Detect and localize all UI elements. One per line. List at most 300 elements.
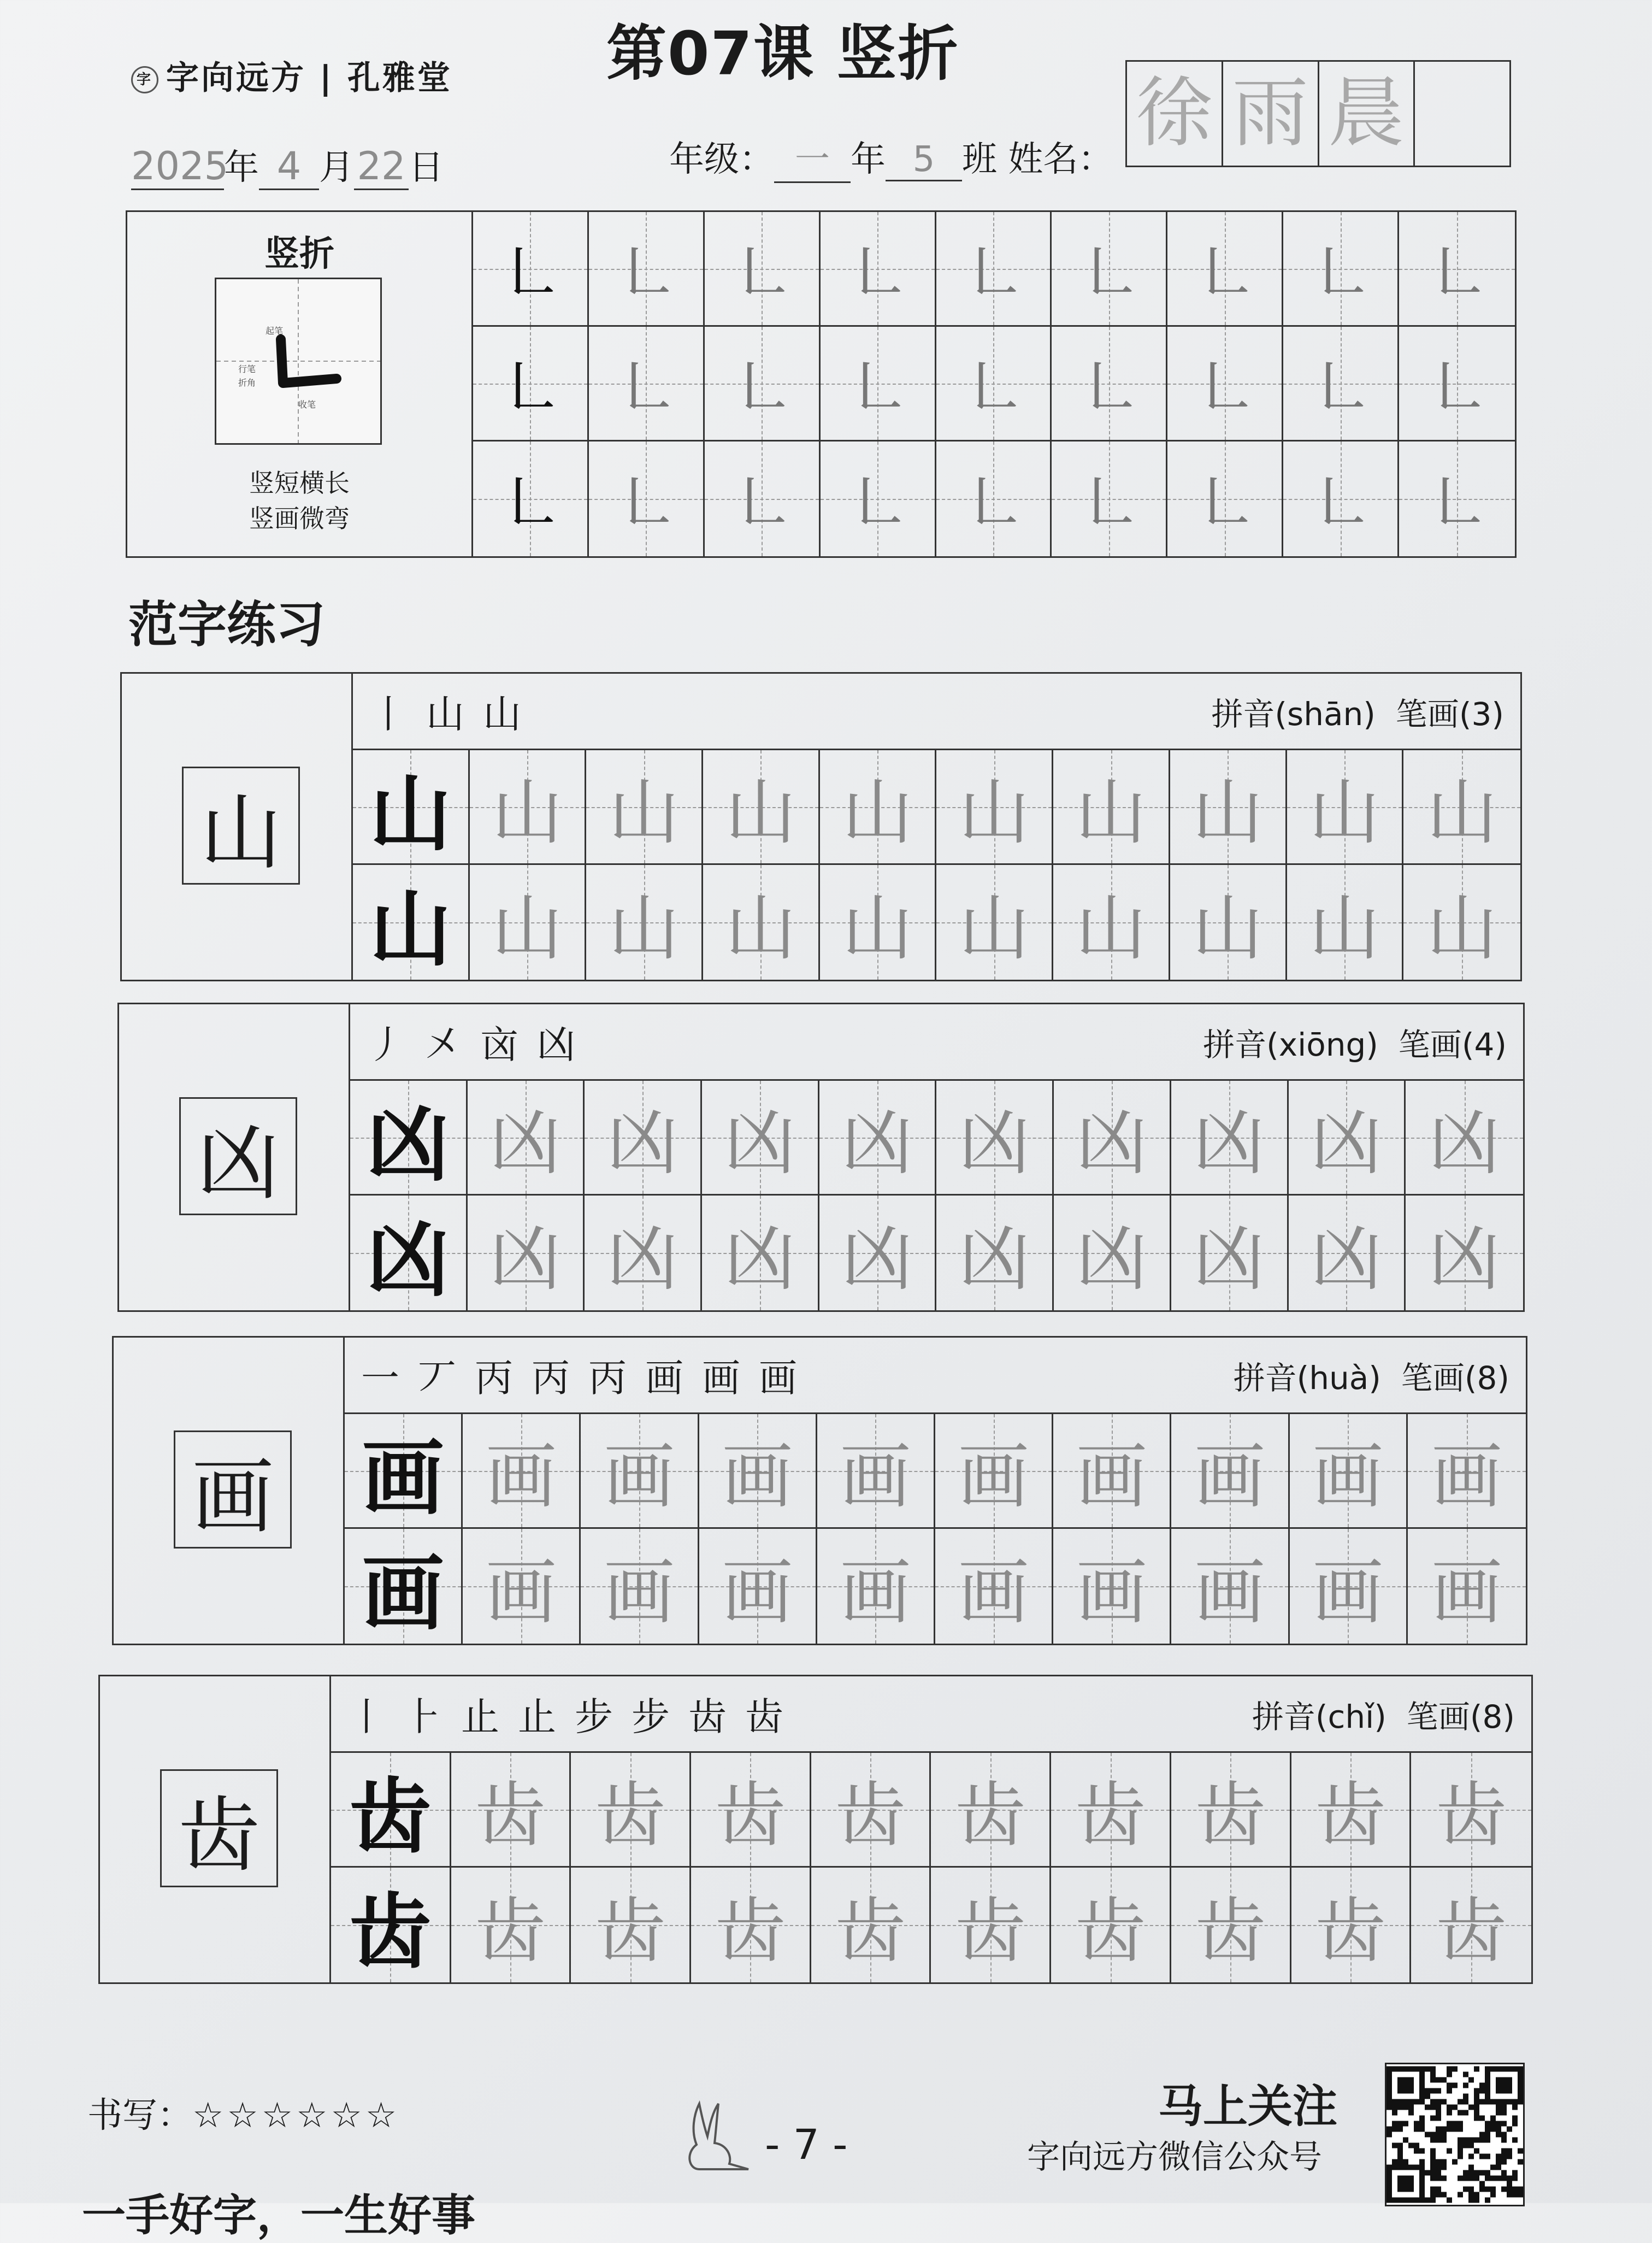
grade-label: 年级： xyxy=(669,139,774,180)
practice-cell[interactable] xyxy=(581,1414,699,1529)
handwritten-character: 凶 xyxy=(1311,1102,1382,1185)
practice-cell[interactable] xyxy=(1287,865,1404,980)
practice-cell[interactable] xyxy=(571,1868,691,1982)
stroke-practice-cell[interactable] xyxy=(821,441,936,556)
logo-text: 字向远方 | 孔雅堂 xyxy=(166,59,452,97)
stroke-glyph: ㇗ xyxy=(1424,467,1490,543)
brand-logo xyxy=(131,52,452,99)
stroke-order-step: 丿 xyxy=(367,1022,415,1067)
character-block xyxy=(117,1003,1525,1312)
stroke-glyph: ㇗ xyxy=(1307,351,1373,427)
class-suffix: 班 xyxy=(962,139,997,180)
practice-cell[interactable] xyxy=(691,1868,811,1982)
stroke-glyph: ㇗ xyxy=(1191,351,1258,427)
name-char[interactable]: 晨 xyxy=(1319,62,1415,166)
handwritten-character: 齿 xyxy=(1314,1774,1386,1857)
grade-suffix: 年 xyxy=(851,139,886,180)
stroke-practice-cell[interactable] xyxy=(705,327,821,441)
practice-cell[interactable] xyxy=(470,865,587,980)
stroke-glyph: ㇗ xyxy=(960,351,1026,427)
model-character: 齿 xyxy=(349,1768,432,1865)
practice-cell[interactable] xyxy=(1289,1196,1406,1310)
practice-cell[interactable] xyxy=(451,1868,571,1982)
practice-cell[interactable] xyxy=(353,865,470,980)
stroke-order xyxy=(369,684,540,739)
stroke-practice-cell[interactable] xyxy=(473,212,589,327)
handwritten-character: 山 xyxy=(1075,886,1147,970)
practice-cell[interactable] xyxy=(1170,750,1287,865)
handwritten-character: 画 xyxy=(1312,1435,1384,1518)
stroke-order-step: 丙 xyxy=(475,1356,523,1400)
follow-title: 马上关注 xyxy=(1158,2081,1338,2133)
practice-cell[interactable] xyxy=(699,1529,817,1644)
stroke-practice-cell[interactable] xyxy=(589,212,705,327)
practice-cell[interactable] xyxy=(1411,1868,1531,1982)
practice-cell[interactable] xyxy=(1053,865,1170,980)
character-model: 画 xyxy=(174,1430,292,1549)
practice-cell[interactable] xyxy=(935,1529,1053,1644)
stroke-glyph: ㇗ xyxy=(1076,236,1142,313)
handwritten-character: 齿 xyxy=(1195,1889,1266,1973)
stroke-glyph: ㇗ xyxy=(960,467,1026,543)
practice-cell[interactable] xyxy=(1171,1196,1289,1310)
pinyin: huà xyxy=(1309,1359,1369,1397)
stroke-glyph: ㇗ xyxy=(845,351,911,427)
strokes-label: 笔画 xyxy=(1398,1026,1462,1063)
practice-cell[interactable] xyxy=(936,1081,1054,1196)
handwritten-character: 山 xyxy=(1426,771,1498,854)
stroke-glyph: ㇗ xyxy=(613,351,679,427)
stroke-practice-section xyxy=(126,210,1517,558)
stroke-order xyxy=(347,1686,802,1741)
stroke-count: 4 xyxy=(1474,1026,1495,1063)
practice-cell[interactable] xyxy=(1289,1081,1406,1196)
annotation: 折角 xyxy=(238,378,256,388)
name-char[interactable] xyxy=(1415,62,1509,166)
handwritten-character: 山 xyxy=(1308,771,1380,854)
practice-cell[interactable] xyxy=(1053,750,1170,865)
stroke-order-step: 丙 xyxy=(532,1356,580,1400)
handwritten-character: 山 xyxy=(608,886,680,970)
character-meta xyxy=(1203,1019,1507,1065)
stroke-order-step: 步 xyxy=(575,1694,623,1739)
practice-cell[interactable] xyxy=(571,1753,691,1868)
handwritten-character: 凶 xyxy=(959,1102,1030,1185)
character-block xyxy=(112,1336,1527,1645)
stroke-order-step: 画 xyxy=(759,1356,807,1400)
practice-cell[interactable] xyxy=(586,865,703,980)
stroke-glyph: ㇗ xyxy=(497,236,563,313)
stroke-practice-cell[interactable] xyxy=(589,327,705,441)
model-character: 齿 xyxy=(349,1884,432,1980)
handwritten-character: 齿 xyxy=(475,1774,546,1857)
punctuation: ( xyxy=(1461,1026,1474,1063)
handwritten-character: 画 xyxy=(1076,1435,1147,1518)
stroke-practice-cell[interactable] xyxy=(821,212,936,327)
stroke-practice-cell[interactable] xyxy=(936,441,1052,556)
stroke-glyph: ㇗ xyxy=(1191,467,1258,543)
date-row xyxy=(131,139,444,190)
practice-cell[interactable] xyxy=(1290,1529,1408,1644)
stroke-practice-cell[interactable] xyxy=(1167,327,1283,441)
handwritten-character: 画 xyxy=(1431,1435,1502,1518)
handwritten-character: 凶 xyxy=(607,1102,678,1185)
stroke-order-step: 山 xyxy=(426,692,474,737)
practice-cell[interactable] xyxy=(817,1414,935,1529)
character-meta xyxy=(1252,1691,1515,1737)
stroke-order-step: 步 xyxy=(632,1694,680,1739)
model-character: 山 xyxy=(369,881,452,978)
practice-cell[interactable] xyxy=(1053,1414,1171,1529)
character-practice-area xyxy=(353,674,1520,980)
handwritten-character: 凶 xyxy=(607,1217,678,1300)
practice-cell[interactable] xyxy=(581,1529,699,1644)
punctuation: ( xyxy=(1266,1026,1279,1063)
stroke-tip-1: 竖短横长 xyxy=(249,468,350,498)
follow-subtitle: 字向远方微信公众号 xyxy=(1027,2138,1322,2176)
practice-cell[interactable] xyxy=(699,1414,817,1529)
stroke-glyph: ㇗ xyxy=(960,236,1026,313)
practice-cell[interactable] xyxy=(1406,1081,1523,1196)
character-model: 凶 xyxy=(179,1097,297,1215)
stroke-count: 8 xyxy=(1482,1698,1503,1735)
stroke-glyph: ㇗ xyxy=(845,467,911,543)
practice-cell[interactable] xyxy=(931,1868,1051,1982)
stroke-practice-cell[interactable] xyxy=(821,327,936,441)
handwritten-character: 凶 xyxy=(1076,1102,1148,1185)
practice-cell[interactable] xyxy=(350,1081,468,1196)
stroke-practice-cell[interactable] xyxy=(1052,441,1167,556)
practice-cell[interactable] xyxy=(817,1529,935,1644)
stroke-practice-cell[interactable] xyxy=(473,441,589,556)
handwritten-character: 山 xyxy=(1075,771,1147,854)
practice-cell[interactable] xyxy=(1051,1868,1171,1982)
character-block xyxy=(120,672,1522,981)
stroke-practice-cell[interactable] xyxy=(1399,441,1515,556)
practice-cell[interactable] xyxy=(1170,865,1287,980)
stroke-tip-2: 竖画微弯 xyxy=(249,504,350,533)
practice-cell[interactable] xyxy=(1171,1414,1289,1529)
practice-cell[interactable] xyxy=(703,865,820,980)
pinyin: shān xyxy=(1287,695,1364,733)
stroke-order-step: 齿 xyxy=(688,1694,736,1739)
character-practice-area xyxy=(345,1338,1526,1644)
handwritten-character: 凶 xyxy=(1193,1102,1265,1185)
practice-cell[interactable] xyxy=(463,1529,581,1644)
stroke-practice-cell[interactable] xyxy=(1167,212,1283,327)
handwritten-character: 画 xyxy=(722,1435,793,1518)
name-box[interactable] xyxy=(1125,60,1511,167)
practice-cell[interactable] xyxy=(820,865,937,980)
stroke-glyph: ㇗ xyxy=(729,351,795,427)
logo-badge: 字 xyxy=(131,66,158,93)
practice-cell[interactable] xyxy=(345,1529,463,1644)
practice-cell[interactable] xyxy=(1053,1529,1171,1644)
practice-cell[interactable] xyxy=(1054,1196,1171,1310)
handwritten-character: 山 xyxy=(958,886,1030,970)
stroke-practice-cell[interactable] xyxy=(473,327,589,441)
handwritten-character: 凶 xyxy=(489,1102,561,1185)
character-meta xyxy=(1234,1352,1509,1398)
handwritten-character: 山 xyxy=(492,886,563,970)
stroke-glyph: ㇗ xyxy=(497,467,563,543)
stroke-glyph: ㇗ xyxy=(1191,236,1258,313)
stroke-count: 3 xyxy=(1471,695,1492,733)
stroke-practice-cell[interactable] xyxy=(1052,212,1167,327)
month-label: 月 xyxy=(319,148,354,188)
handwritten-character: 画 xyxy=(1431,1550,1502,1634)
practice-cell[interactable] xyxy=(702,1196,819,1310)
handwritten-character: 凶 xyxy=(489,1217,561,1300)
handwritten-character: 齿 xyxy=(594,1889,666,1973)
stroke-glyph: ㇗ xyxy=(1424,351,1490,427)
practice-cell[interactable] xyxy=(931,1753,1051,1868)
handwritten-character: 山 xyxy=(842,771,913,854)
character-header xyxy=(353,674,1520,750)
name-char[interactable]: 徐 xyxy=(1127,62,1223,166)
practice-cell[interactable] xyxy=(1403,750,1520,865)
handwritten-character: 齿 xyxy=(1436,1774,1507,1857)
strokes-label: 笔画 xyxy=(1406,1698,1470,1735)
handwritten-character: 画 xyxy=(840,1435,911,1518)
handwritten-character: 齿 xyxy=(835,1889,906,1973)
character-practice-grid xyxy=(345,1414,1526,1644)
character-header xyxy=(331,1676,1531,1753)
stroke-practice-cell[interactable] xyxy=(705,441,821,556)
year-label: 年 xyxy=(224,148,259,188)
pinyin-label: 拼音 xyxy=(1233,1359,1297,1397)
practice-cell[interactable] xyxy=(468,1196,585,1310)
punctuation: ) xyxy=(1366,1026,1399,1063)
stroke-order-step: 止 xyxy=(461,1694,509,1739)
practice-cell[interactable] xyxy=(811,1868,931,1982)
stroke-glyph: ㇗ xyxy=(729,467,795,543)
writing-rating xyxy=(87,2087,400,2138)
handwritten-character: 凶 xyxy=(1429,1102,1500,1185)
rating-stars[interactable]: ☆☆☆☆☆☆ xyxy=(192,2095,400,2136)
handwritten-character: 山 xyxy=(725,886,796,970)
stroke-glyph: ㇗ xyxy=(1307,236,1373,313)
practice-cell[interactable] xyxy=(936,1196,1054,1310)
practice-cell[interactable] xyxy=(936,750,1053,865)
stroke-practice-cell[interactable] xyxy=(705,212,821,327)
practice-cell[interactable] xyxy=(1051,1753,1171,1868)
character-block xyxy=(98,1675,1533,1984)
practice-cell[interactable] xyxy=(1171,1753,1291,1868)
handwritten-character: 齿 xyxy=(1195,1774,1266,1857)
stroke-practice-cell[interactable] xyxy=(589,441,705,556)
practice-cell[interactable] xyxy=(468,1081,585,1196)
pinyin-label: 拼音 xyxy=(1203,1026,1267,1063)
practice-cell[interactable] xyxy=(1171,1081,1289,1196)
punctuation: ) xyxy=(1374,1698,1407,1735)
class-row xyxy=(669,131,1113,183)
pinyin: chǐ xyxy=(1328,1698,1374,1735)
class-field[interactable]: 5 xyxy=(886,139,962,181)
handwritten-character: 凶 xyxy=(841,1217,913,1300)
stroke-practice-cell[interactable] xyxy=(936,212,1052,327)
stroke-practice-cell[interactable] xyxy=(1167,441,1283,556)
section-title: 范字练习 xyxy=(128,596,325,654)
stroke-practice-cell[interactable] xyxy=(1283,212,1399,327)
handwritten-character: 凶 xyxy=(1193,1217,1265,1300)
practice-cell[interactable] xyxy=(1290,1414,1408,1529)
stroke-order-step: 丨 xyxy=(347,1694,396,1739)
stroke-practice-cell[interactable] xyxy=(936,327,1052,441)
handwritten-character: 画 xyxy=(1312,1550,1384,1634)
practice-cell[interactable] xyxy=(936,865,1053,980)
grade-field[interactable]: 一 xyxy=(774,131,851,183)
day-label: 日 xyxy=(409,148,444,188)
practice-cell[interactable] xyxy=(585,1196,702,1310)
punctuation: ( xyxy=(1296,1359,1309,1397)
stroke-order-step: 止 xyxy=(518,1694,566,1739)
character-model-panel xyxy=(119,1004,350,1310)
practice-cell[interactable] xyxy=(820,750,937,865)
character-practice-area xyxy=(350,1004,1523,1310)
stroke-glyph: ㇗ xyxy=(1076,351,1142,427)
stroke-order-step: 齿 xyxy=(745,1694,793,1739)
practice-cell[interactable] xyxy=(819,1081,937,1196)
practice-cell[interactable] xyxy=(1287,750,1404,865)
page-number: - 7 - xyxy=(765,2120,848,2169)
handwritten-character: 画 xyxy=(485,1550,557,1634)
handwritten-character: 山 xyxy=(842,886,913,970)
handwritten-character: 画 xyxy=(1076,1550,1147,1634)
character-meta xyxy=(1211,688,1504,734)
stroke-glyph: ㇗ xyxy=(729,236,795,313)
model-character: 画 xyxy=(362,1429,444,1526)
pinyin: xiōng xyxy=(1278,1026,1366,1063)
practice-cell[interactable] xyxy=(345,1414,463,1529)
practice-cell[interactable] xyxy=(451,1753,571,1868)
punctuation: ( xyxy=(1464,1359,1477,1397)
handwritten-character: 齿 xyxy=(835,1774,906,1857)
practice-cell[interactable] xyxy=(811,1753,931,1868)
stroke-glyph: ㇗ xyxy=(1424,236,1490,313)
model-character: 画 xyxy=(362,1545,444,1641)
character-model-panel xyxy=(114,1338,345,1644)
character-practice-grid xyxy=(353,750,1520,980)
stroke-order-step: 山 xyxy=(483,692,531,737)
stroke-order-step: 画 xyxy=(702,1356,750,1400)
practice-cell[interactable] xyxy=(331,1753,451,1868)
practice-cell[interactable] xyxy=(1411,1753,1531,1868)
practice-cell[interactable] xyxy=(1291,1753,1412,1868)
name-label: 姓名： xyxy=(1008,139,1113,180)
stroke-glyph: ㇗ xyxy=(613,467,679,543)
stroke-practice-cell[interactable] xyxy=(1283,441,1399,556)
character-model: 齿 xyxy=(160,1769,278,1887)
punctuation: ( xyxy=(1459,695,1472,733)
slogan: 一手好字，一生好事 xyxy=(82,2190,475,2241)
handwritten-character: 齿 xyxy=(1075,1889,1146,1973)
model-character: 凶 xyxy=(367,1096,449,1193)
handwritten-character: 画 xyxy=(485,1435,557,1518)
stroke-glyph: ㇗ xyxy=(497,351,563,427)
stroke-order-step: ⺊ xyxy=(404,1694,452,1739)
practice-cell[interactable] xyxy=(1408,1414,1526,1529)
rabbit-icon xyxy=(677,2093,754,2175)
practice-cell[interactable] xyxy=(702,1081,819,1196)
practice-cell[interactable] xyxy=(1171,1868,1291,1982)
practice-cell[interactable] xyxy=(331,1868,451,1982)
qr-code[interactable] xyxy=(1385,2063,1525,2206)
practice-cell[interactable] xyxy=(1408,1529,1526,1644)
stroke-order-step: 丆 xyxy=(418,1356,466,1400)
annotation: 行笔 xyxy=(238,364,256,374)
stroke-order-step: 一 xyxy=(361,1356,409,1400)
practice-cell[interactable] xyxy=(935,1414,1053,1529)
page-title: 第07课 竖折 xyxy=(606,19,959,89)
practice-cell[interactable] xyxy=(353,750,470,865)
stroke-model-diagram xyxy=(216,279,380,443)
handwritten-character: 齿 xyxy=(1314,1889,1386,1973)
handwritten-character: 凶 xyxy=(1429,1217,1500,1300)
practice-cell[interactable] xyxy=(470,750,587,865)
stroke-practice-cell[interactable] xyxy=(1052,327,1167,441)
stroke-order-step: 㐫 xyxy=(480,1022,528,1067)
stroke-order-step: 画 xyxy=(645,1356,693,1400)
stroke-practice-grid xyxy=(473,212,1515,556)
handwritten-character: 齿 xyxy=(954,1774,1026,1857)
handwritten-character: 齿 xyxy=(954,1889,1026,1973)
punctuation: ( xyxy=(1315,1698,1328,1735)
stroke-practice-cell[interactable] xyxy=(1399,212,1515,327)
handwritten-character: 山 xyxy=(958,771,1030,854)
handwritten-character: 齿 xyxy=(475,1889,546,1973)
character-header xyxy=(350,1004,1523,1081)
practice-cell[interactable] xyxy=(586,750,703,865)
stroke-practice-cell[interactable] xyxy=(1283,327,1399,441)
name-char[interactable]: 雨 xyxy=(1223,62,1319,166)
character-practice-grid xyxy=(331,1753,1531,1982)
practice-cell[interactable] xyxy=(1054,1081,1171,1196)
practice-cell[interactable] xyxy=(1291,1868,1412,1982)
handwritten-character: 齿 xyxy=(1436,1889,1507,1973)
practice-cell[interactable] xyxy=(1403,865,1520,980)
practice-cell[interactable] xyxy=(1406,1196,1523,1310)
punctuation: ) xyxy=(1502,1698,1515,1735)
handwritten-character: 山 xyxy=(725,771,796,854)
handwritten-character: 齿 xyxy=(715,1774,786,1857)
character-practice-grid xyxy=(350,1081,1523,1310)
annotation: 收笔 xyxy=(298,399,316,410)
practice-cell[interactable] xyxy=(691,1753,811,1868)
stroke-order-step: 凶 xyxy=(537,1022,585,1067)
handwritten-character: 山 xyxy=(1192,771,1264,854)
stroke-order-step: 丨 xyxy=(369,692,417,737)
practice-cell[interactable] xyxy=(350,1196,468,1310)
handwritten-character: 山 xyxy=(608,771,680,854)
stroke-glyph: ㇗ xyxy=(613,236,679,313)
practice-cell[interactable] xyxy=(463,1414,581,1529)
stroke-practice-cell[interactable] xyxy=(1399,327,1515,441)
practice-cell[interactable] xyxy=(819,1196,937,1310)
punctuation: ) xyxy=(1491,695,1504,733)
practice-cell[interactable] xyxy=(585,1081,702,1196)
stroke-name: 竖折 xyxy=(264,234,334,274)
practice-cell[interactable] xyxy=(1171,1529,1289,1644)
character-header xyxy=(345,1338,1526,1414)
handwritten-character: 画 xyxy=(1194,1550,1265,1634)
punctuation: ( xyxy=(1470,1698,1483,1735)
year-field[interactable]: 2025 xyxy=(131,144,224,190)
handwritten-character: 凶 xyxy=(1076,1217,1148,1300)
day-field[interactable]: 22 xyxy=(354,144,409,190)
practice-cell[interactable] xyxy=(703,750,820,865)
month-field[interactable]: 4 xyxy=(259,144,319,190)
